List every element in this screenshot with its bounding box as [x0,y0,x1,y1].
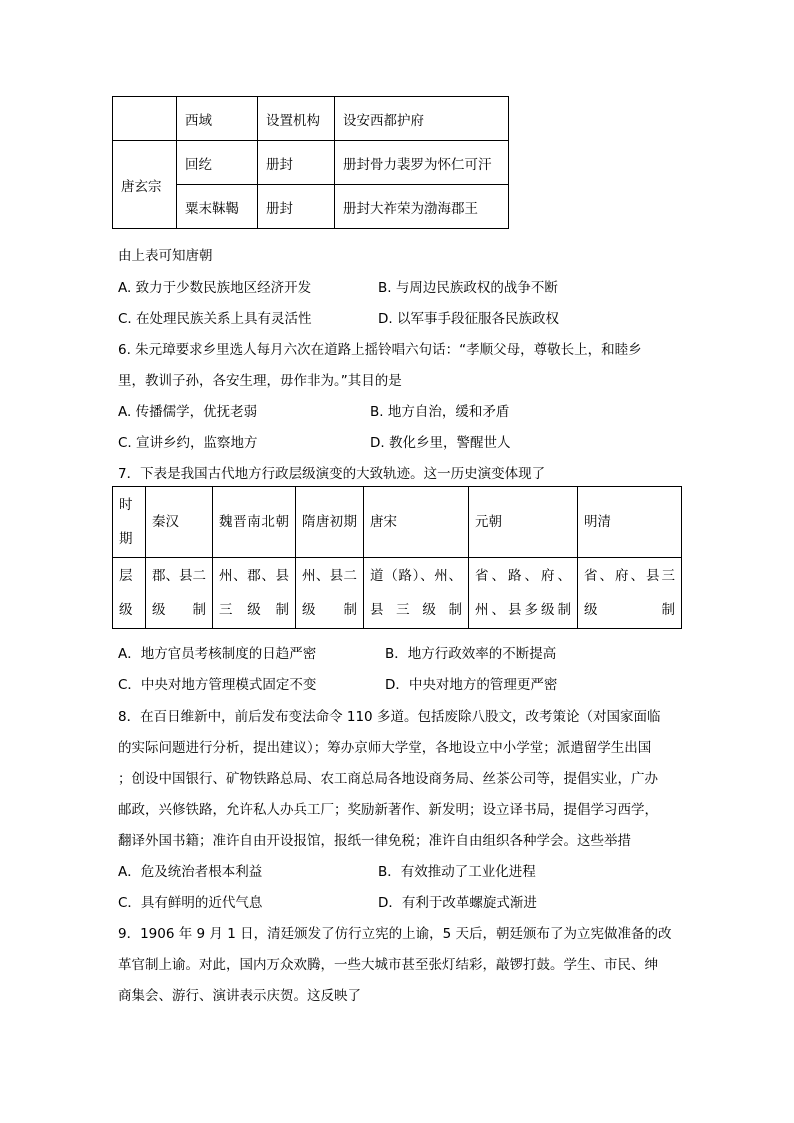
q8-option-d[interactable]: D．有利于改革螺旋式渐进 [378,895,537,911]
table-row [113,97,509,141]
table-cell: 州、县二级制 [296,558,364,629]
table-cell: 设置机构 [258,97,335,141]
q8-stem-line: ；创设中国银行、矿物铁路总局、农工商总局各地设商务局、丝茶公司等，提倡实业，广办 [118,771,658,787]
table-row [113,141,509,185]
q7-option-a[interactable]: A．地方官员考核制度的日趋严密 [118,646,317,662]
table-cell: 秦汉 [146,487,213,558]
tang-policy-table [112,96,509,229]
q7-option-d[interactable]: D．中央对地方的管理更严密 [385,677,558,693]
q5-stem: 由上表可知唐朝 [118,248,213,264]
table-cell: 明清 [578,487,682,558]
table-cell: 省、路、府、州、县多级制 [469,558,578,629]
table-cell: 册封大祚荣为渤海郡王 [335,185,509,229]
q6-stem-line: 里，教训子孙，各安生理，毋作非为。”其目的是 [118,373,402,389]
q7-stem: 7．下表是我国古代地方行政层级演变的大致轨迹。这一历史演变体现了 [118,466,546,482]
q5-option-d[interactable]: D. 以军事手段征服各民族政权 [378,311,559,327]
table-cell: 郡、县二级制 [146,558,213,629]
table-cell: 粟末靺鞨 [177,185,258,229]
q5-option-a[interactable]: A. 致力于少数民族地区经济开发 [118,280,312,296]
table-cell: 元朝 [469,487,578,558]
table-cell: 唐宋 [364,487,469,558]
q5-option-c[interactable]: C. 在处理民族关系上具有灵活性 [118,311,312,327]
table-cell: 省、府、县三级制 [578,558,682,629]
q5-option-b[interactable]: B. 与周边民族政权的战争不断 [378,280,558,296]
q8-stem-line: 邮政，兴修铁路，允许私人办兵工厂；奖励新著作、新发明；设立译书局，提倡学习西学， [118,802,658,818]
q8-option-c[interactable]: C．具有鲜明的近代气息 [118,895,263,911]
q8-option-b[interactable]: B．有效推动了工业化进程 [378,864,536,880]
q7-option-c[interactable]: C．中央对地方管理模式固定不变 [118,677,317,693]
table-row [113,558,682,629]
table-cell: 册封骨力裴罗为怀仁可汗 [335,141,509,185]
q8-option-a[interactable]: A．危及统治者根本利益 [118,864,263,880]
q6-option-d[interactable]: D. 教化乡里，警醒世人 [370,435,511,451]
q7-option-b[interactable]: B．地方行政效率的不断提高 [385,646,557,662]
q9-stem-line: 9．1906 年 9 月 1 日，清廷颁发了仿行立宪的上谕，5 天后，朝廷颁布了为立宪做准备的改 [118,926,672,942]
q6-stem-line: 6. 朱元璋要求乡里选人每月六次在道路上摇铃唱六句话：“孝顺父母，尊敬长上，和睦乡 [118,342,642,358]
table-cell: 册封 [258,185,335,229]
table-cell-emperor: 唐玄宗 [113,141,177,229]
table-cell: 册封 [258,141,335,185]
table-cell [113,97,177,141]
table-cell: 道（路）、州、县三级制 [364,558,469,629]
table-cell-label: 层级 [113,558,146,629]
q8-stem-line: 的实际问题进行分析，提出建议）；筹办京师大学堂，各地设立中小学堂；派遣留学生出国 [118,740,652,756]
table-cell: 回纥 [177,141,258,185]
table-cell: 州、郡、县三级制 [213,558,296,629]
q6-option-c[interactable]: C. 宣讲乡约，监察地方 [118,435,258,451]
q6-option-b[interactable]: B. 地方自治，缓和矛盾 [370,404,510,420]
table-cell: 设安西都护府 [335,97,509,141]
table-cell: 西域 [177,97,258,141]
q6-option-a[interactable]: A. 传播儒学，优抚老弱 [118,404,258,420]
q8-stem-line: 翻译外国书籍；准许自由开设报馆，报纸一律免税；准许自由组织各种学会。这些举措 [118,833,631,849]
q9-stem-line: 革官制上谕。对此，国内万众欢腾，一些大城市甚至张灯结彩，敲锣打鼓。学生、市民、绅 [118,957,658,973]
admin-levels-table [112,486,682,629]
q8-stem-line: 8．在百日维新中，前后发布变法命令 110 多道。包括废除八股文，改考策论（对国家面临 [118,709,661,725]
table-cell: 隋唐初期 [296,487,364,558]
table-row [113,487,682,558]
q9-stem-line: 商集会、游行、演讲表示庆贺。这反映了 [118,988,361,1004]
table-cell: 魏晋南北朝 [213,487,296,558]
table-cell-label: 时期 [113,487,146,558]
